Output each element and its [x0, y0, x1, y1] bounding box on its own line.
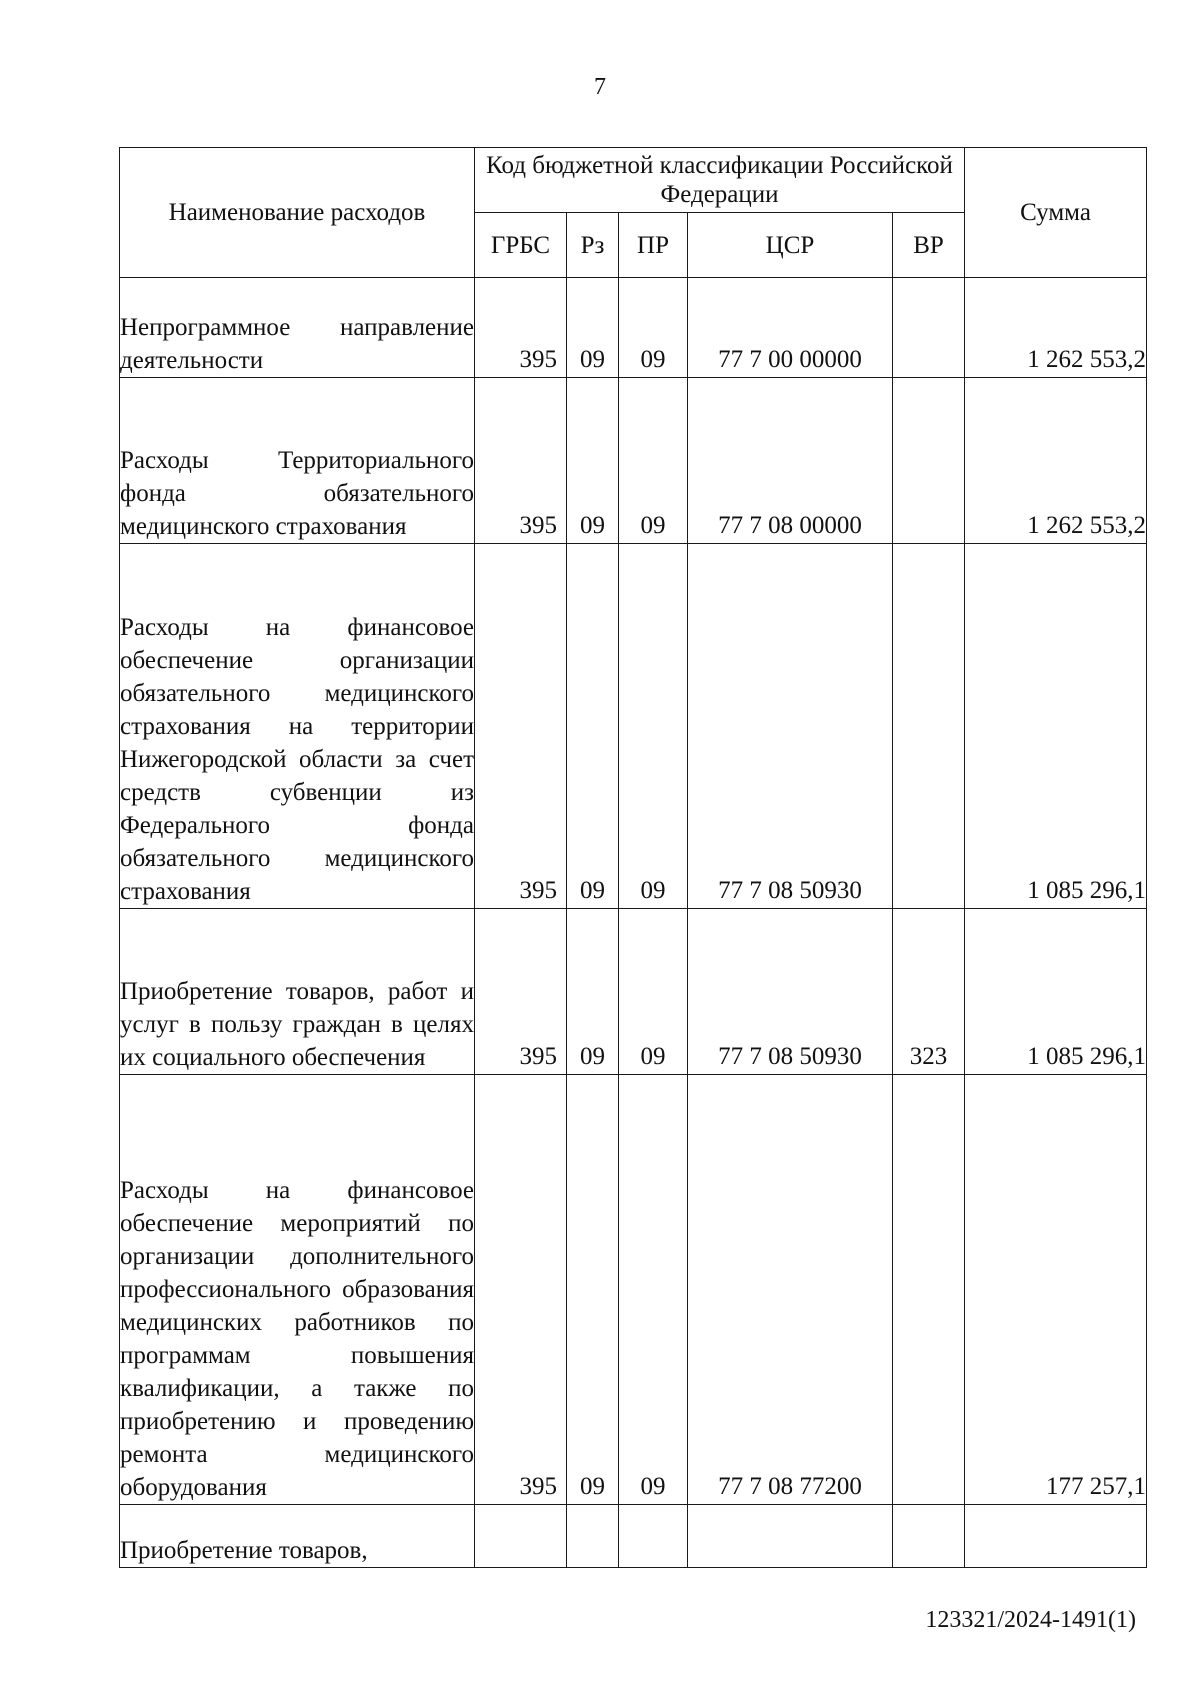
row-rz: 09	[567, 1075, 619, 1505]
row-name: Приобретение товаров, работ и услуг в пользу граждан в целях их социального обеспечения	[120, 909, 475, 1075]
row-csr: 77 7 08 50930	[688, 909, 893, 1075]
table-row	[120, 1075, 1147, 1505]
row-sum: 1 085 296,1	[965, 909, 1147, 1075]
row-pr: 09	[619, 909, 688, 1075]
row-pr: 09	[619, 544, 688, 909]
table-row	[120, 378, 1147, 544]
table-row	[120, 909, 1147, 1075]
budget-table	[119, 147, 1147, 1568]
row-sum: 1 085 296,1	[965, 544, 1147, 909]
row-rz	[567, 1505, 619, 1568]
page-number: 7	[594, 74, 606, 100]
header-row-top	[120, 148, 1147, 213]
row-grbs: 395	[475, 909, 567, 1075]
row-vr	[893, 378, 965, 544]
row-name: Непрограммное направление деятельности	[120, 278, 475, 378]
row-pr: 09	[619, 278, 688, 378]
row-csr: 77 7 08 77200	[688, 1075, 893, 1505]
header-name: Наименование расходов	[120, 148, 475, 278]
header-csr: ЦСР	[688, 213, 893, 278]
table-row	[120, 544, 1147, 909]
row-name: Расходы на финансовое обеспечение организации обязательного медицинского страхования на территории Нижегородской области за счет средств субвенции из Федерального фонда обязательного медицинского страхования	[120, 544, 475, 909]
row-sum: 177 257,1	[965, 1075, 1147, 1505]
header-code-group: Код бюджетной классификации Российской Федерации	[475, 148, 965, 213]
row-vr: 323	[893, 909, 965, 1075]
row-rz: 09	[567, 278, 619, 378]
row-csr: 77 7 00 00000	[688, 278, 893, 378]
document-id: 123321/2024-1491(1)	[925, 1607, 1136, 1633]
row-pr: 09	[619, 1075, 688, 1505]
row-sum	[965, 1505, 1147, 1568]
row-name: Расходы на финансовое обеспечение мероприятий по организации дополнительного профессионального образования медицинских работников по программам повышения квалификации, а также по приобретению и проведению ремонта медицинского оборудования	[120, 1075, 475, 1505]
row-sum: 1 262 553,2	[965, 278, 1147, 378]
row-sum: 1 262 553,2	[965, 378, 1147, 544]
row-grbs: 395	[475, 1075, 567, 1505]
row-vr	[893, 544, 965, 909]
header-vr: ВР	[893, 213, 965, 278]
row-rz: 09	[567, 378, 619, 544]
row-grbs	[475, 1505, 567, 1568]
row-name: Приобретение товаров,	[120, 1505, 475, 1568]
header-rz: Рз	[567, 213, 619, 278]
header-sum: Сумма	[965, 148, 1147, 278]
row-csr	[688, 1505, 893, 1568]
row-name: Расходы Территориального фонда обязательного медицинского страхования	[120, 378, 475, 544]
row-grbs: 395	[475, 378, 567, 544]
row-csr: 77 7 08 00000	[688, 378, 893, 544]
header-pr: ПР	[619, 213, 688, 278]
row-rz: 09	[567, 544, 619, 909]
header-grbs: ГРБС	[475, 213, 567, 278]
row-pr	[619, 1505, 688, 1568]
table-row	[120, 278, 1147, 378]
row-vr	[893, 1075, 965, 1505]
row-rz: 09	[567, 909, 619, 1075]
row-pr: 09	[619, 378, 688, 544]
table-row	[120, 1505, 1147, 1568]
row-vr	[893, 1505, 965, 1568]
row-csr: 77 7 08 50930	[688, 544, 893, 909]
row-grbs: 395	[475, 278, 567, 378]
row-grbs: 395	[475, 544, 567, 909]
row-vr	[893, 278, 965, 378]
